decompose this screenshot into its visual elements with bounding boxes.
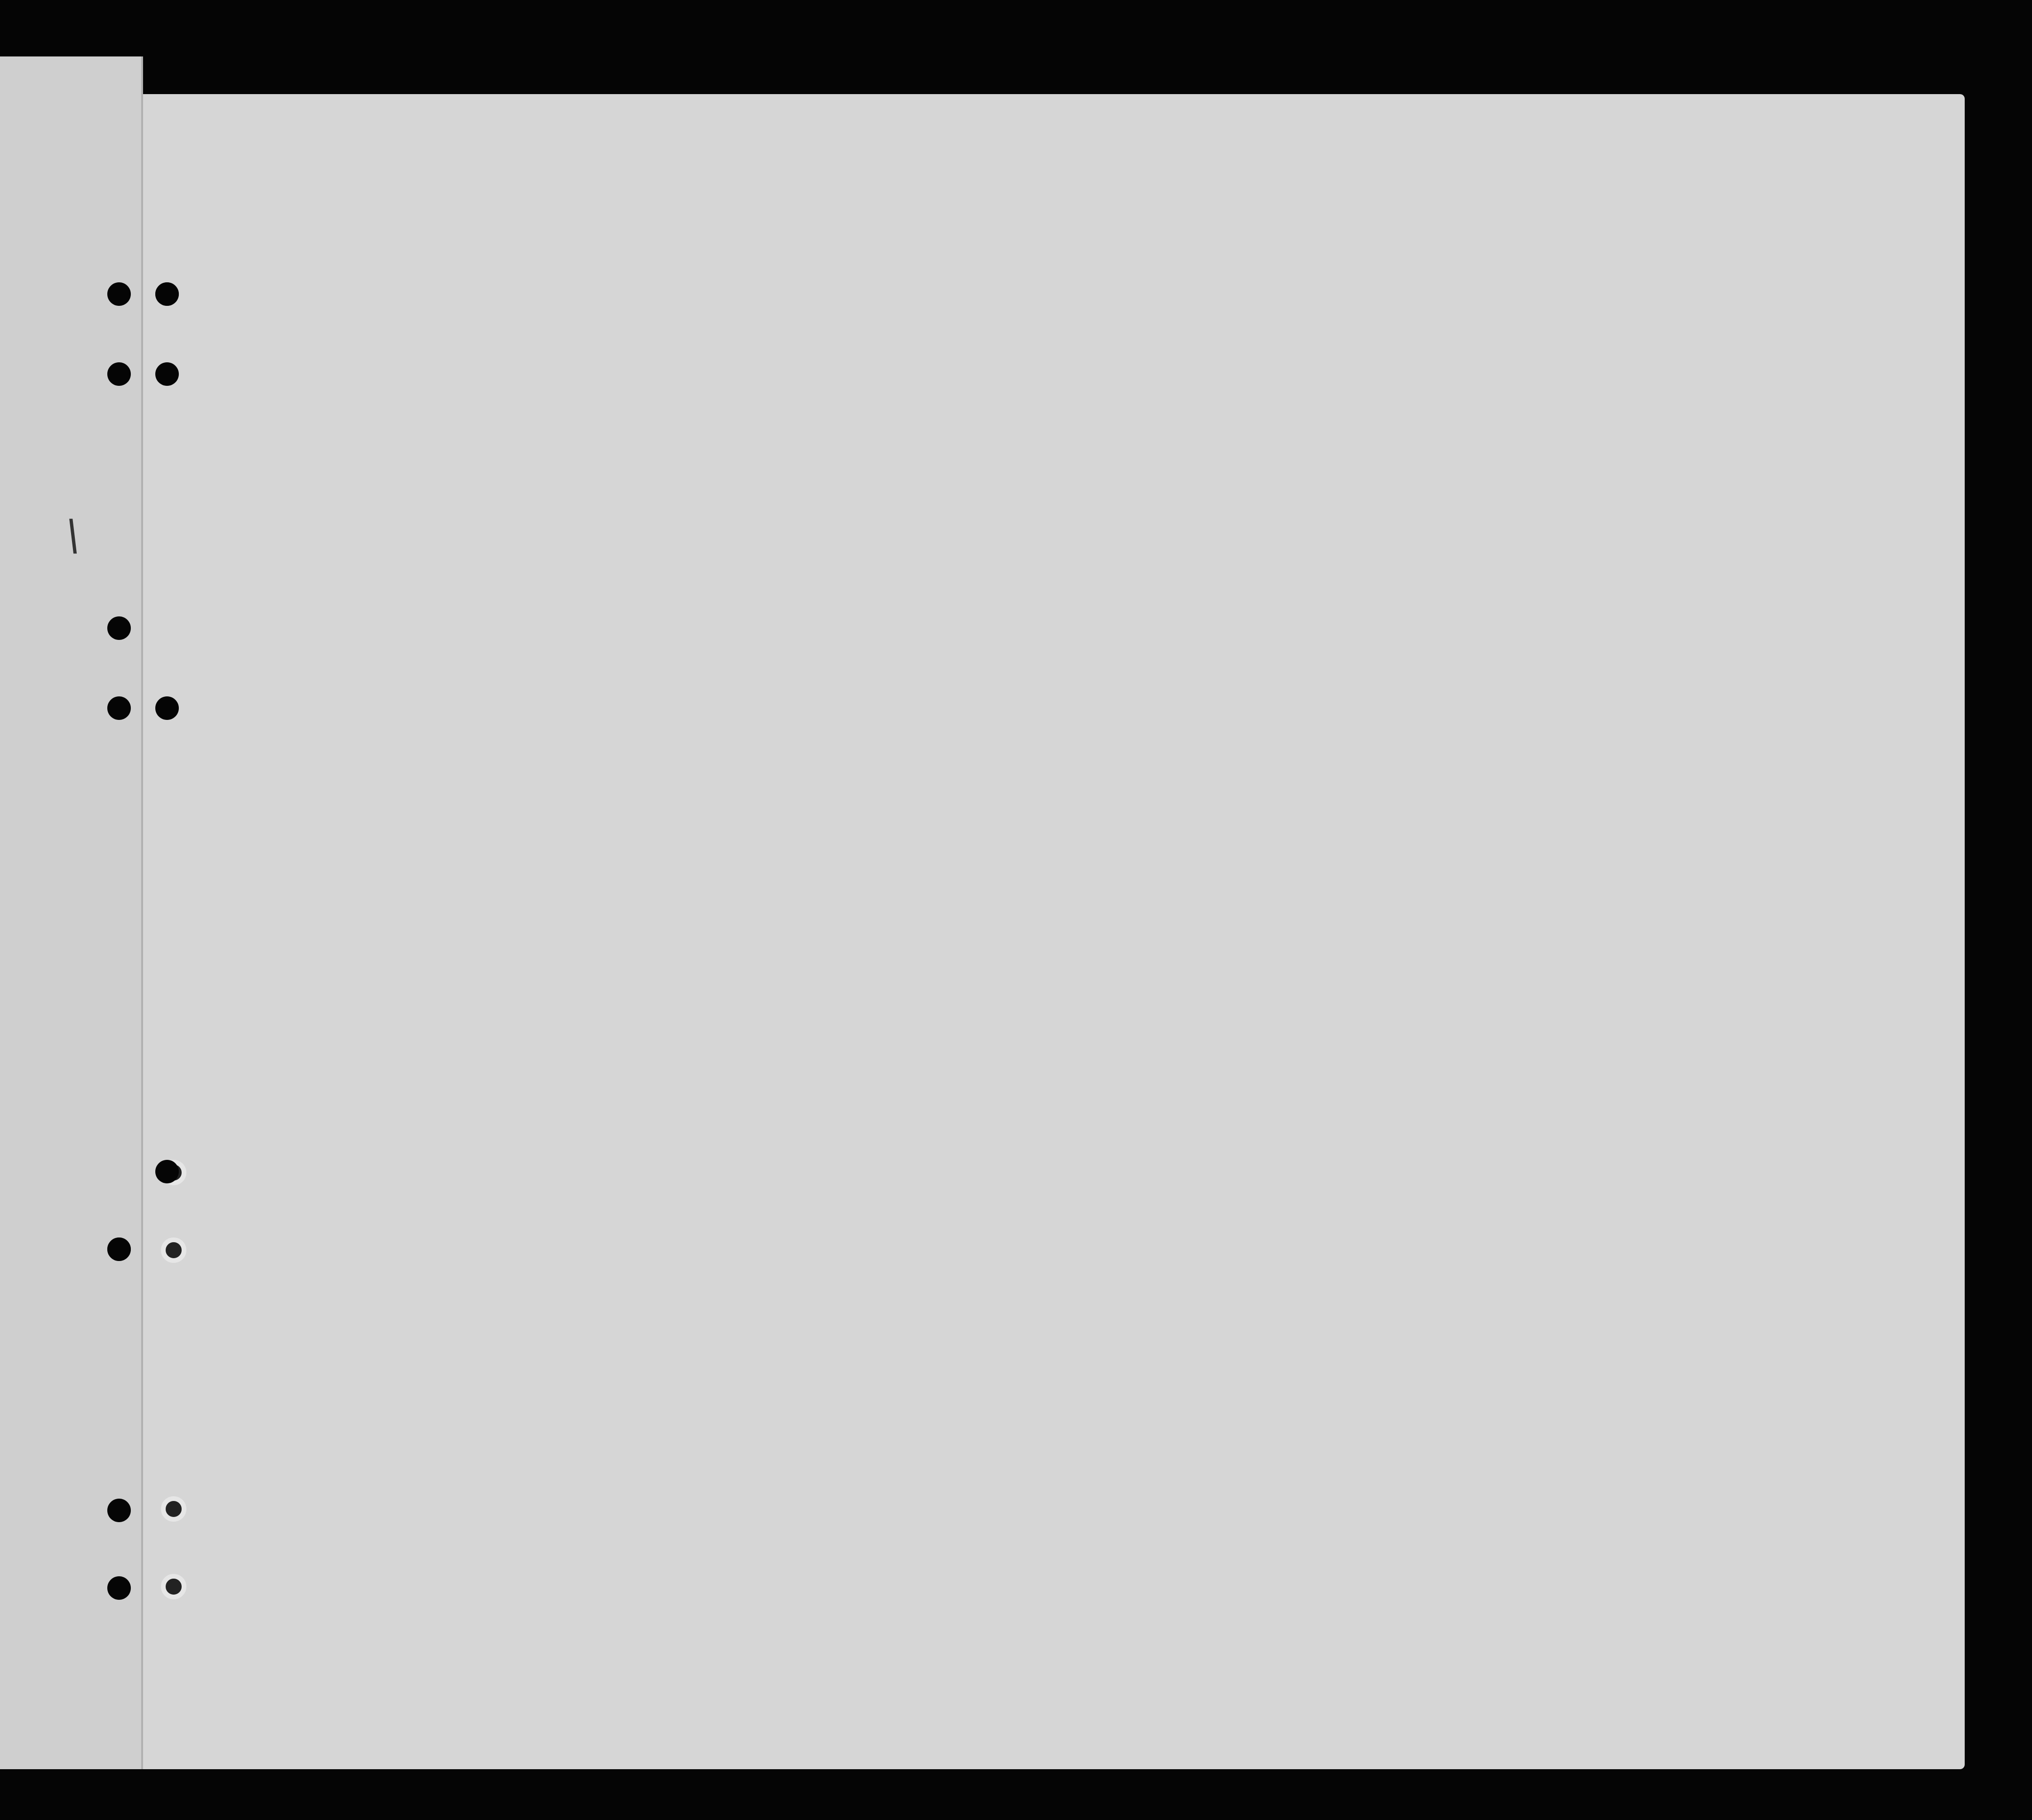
margin-tick-mark: \ <box>66 511 80 560</box>
